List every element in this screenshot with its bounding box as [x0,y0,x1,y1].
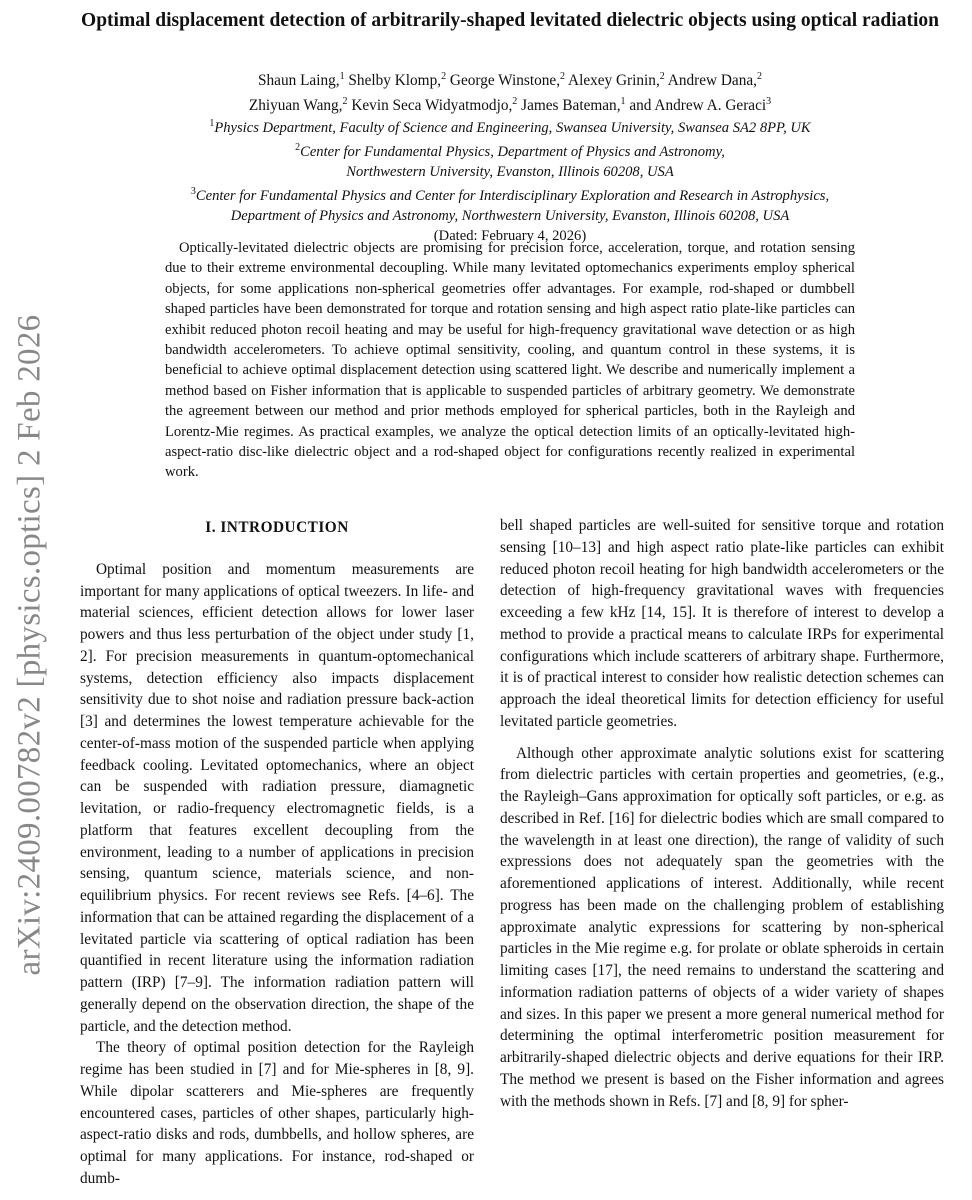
section-heading: I. INTRODUCTION [205,519,349,536]
paragraph: Although other approximate analytic solutions exist for scattering from dielectric particles with certain properties and geometries, (e.g., the Rayleigh–Gans approximation for optically soft particles, or e.g. as described in Ref. [16] for dielectric bodies which are small compared to the wavelength in at least one direction), the range of validity of such expressions does not adequately span the geometries with the aforementioned applications of interest. Additionally, while recent progress has been made on the challenging problem of establishing approximate analytic expressions for scattering by non-spherical particles in the Mie regime e.g. for prolate or oblate spheroids in certain limiting cases [17], the need remains to understand the scattering and information radiation patterns of objects of a wider variety of shapes and sizes. In this paper we present a more general numerical method for determining the optimal interferometric position measurement for arbitrarily-shaped dielectric objects and derive equations for their IRP. The method we present is based on the Fisher information and agrees with the methods shown in Refs. [7] and [8, 9] for spher- [500,744,944,1110]
paragraph: Optimal position and momentum measurements are important for many applications of optical tweezers. In life- and material sciences, efficient detection allows for lower laser powers and thus less perturbation of the object under study [1, 2]. For precision measurements in quantum-optomechanical systems, detection efficiency also impacts displacement sensitivity due to shot noise and radiation pressure back-action [3] and determines the lowest temperature achievable for the center-of-mass motion of the suspended particle when applying feedback cooling. Levitated optomechanics, where an object can be suspended with radiation pressure, diamagnetic levitation, or radio-frequency electromagnetic fields, is a platform that features excellent decoupling from the environment, leading to a number of applications in precision sensing, quantum science, materials science, and non-equilibrium physics. For recent reviews see Refs. [4–6]. The information that can be attained regarding the displacement of a levitated particle via scattering of optical radiation has been quantified in recent literature using the information radiation pattern (IRP) [7–9]. The information radiation pattern will generally depend on the observation direction, the shape of the particle, and the detection method. [80,560,474,1035]
author-list [100,66,920,116]
left-column [80,515,474,1190]
author: Kevin Seca Widyatmodjo,$^2$ [351,96,518,115]
author: Andrew Dana,$^2$ [667,71,762,90]
paper-title: Optimal displacement detection of arbitrarily-shaped levitated dielectric objects using optical radiation [81,10,939,31]
author: and Andrew A. Geraci$^3$ [629,96,772,115]
paragraph: The theory of optimal position detection for the Rayleigh regime has been studied in [7] and for Mie-spheres in [8, 9]. While dipolar scatterers and Mie-spheres are frequently encountered cases, particles of other shapes, particularly high-aspect-ratio disks and rods, dumbbells, and hollow spheres, are optimal for many applications. For instance, rod-shaped or dumb- [80,1039,474,1187]
date-line: (Dated: February 4, 2026) [433,227,587,244]
author: George Winstone,$^2$ [449,71,566,90]
affiliations [80,114,940,246]
author: Alexey Grinin,$^2$ [568,71,665,90]
author: James Bateman,$^1$ [521,96,626,115]
author: Zhiyuan Wang,$^2$ [248,96,348,115]
affiliation: $^1$Physics Department, Faculty of Science and Engineering, Swansea University, Swansea SA2 8PP, UK [209,118,811,136]
affiliation: $^2$Center for Fundamental Physics, Department of Physics and Astronomy, Northwestern University, Evanston, Illinois 60208, USA [295,141,725,180]
author: Shelby Klomp,$^2$ [348,71,447,90]
affiliation: $^3$Center for Fundamental Physics and Center for Interdisciplinary Exploration and Research in Astrophysics, Department of Physics and Astronomy, Northwestern University, Evanston, Illinois 60208, USA [190,185,830,224]
author: Shaun Laing,$^1$ [258,71,345,90]
paragraph: bell shaped particles are well-suited for sensitive torque and rotation sensing [10–13] and high aspect ratio plate-like particles can exhibit reduced photon recoil heating for high bandwidth accelerometers or the detection of high-frequency gravitational waves with frequencies exceeding a few kHz [14, 15]. It is therefore of interest to develop a method to provide a practical means to calculate IRPs for experimental configurations which include scatterers of arbitrary shape. Furthermore, it is of practical interest to consider how realistic detection schemes can approach the ideal theoretical limits for detection efficiency for useful levitated particle geometries. [500,517,944,730]
right-column [500,515,944,1112]
arxiv-stamp: arXiv:2409.00782v2 [physics.optics] 2 Feb 2026 [11,314,48,976]
abstract: Optically-levitated dielectric objects are promising for precision force, acceleration, torque, and rotation sensing due to their extreme environmental decoupling. While many levitated optomechanics experiments employ spherical objects, for some applications non-spherical geometries offer advantages. For example, rod-shaped or dumbbell shaped particles have been demonstrated for torque and rotation sensing and high aspect ratio plate-like particles can exhibit reduced photon recoil heating and may be useful for high-frequency gravitational wave detection or as high bandwidth accelerometers. To achieve optimal sensitivity, cooling, and quantum control in these systems, it is beneficial to achieve optimal displacement detection using scattered light. We describe and numerically implement a method based on Fisher information that is applicable to suspended particles of arbitrary geometry. We demonstrate the agreement between our method and prior methods employed for spherical particles, both in the Rayleigh and Lorentz-Mie regimes. As practical examples, we analyze the optical detection limits of an optically-levitated high-aspect-ratio disc-like dielectric object and a rod-shaped object for configurations recently realized in experimental work. [165,240,855,481]
